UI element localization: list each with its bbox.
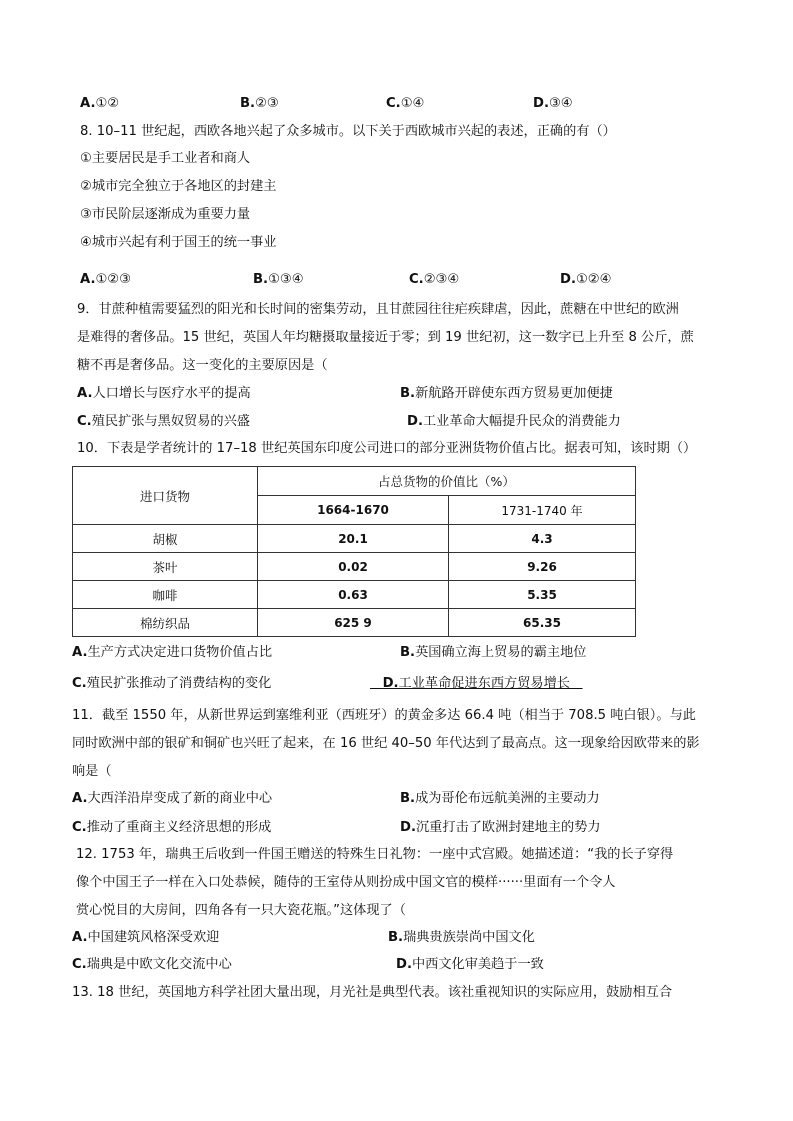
option-text: ①④ bbox=[400, 96, 425, 111]
option-letter: A. bbox=[80, 272, 96, 287]
table-header-goods: 进口货物 bbox=[73, 467, 258, 525]
q12-line-3: 赏心悦目的大房间，四角各有一只大瓷花瓶。”这体现了（ bbox=[76, 903, 406, 918]
option-letter: C. bbox=[72, 957, 87, 972]
q8-stem: 8. 10–11 世纪起，西欧各地兴起了众多城市。以下关于西欧城市兴起的表述，正确的有（） bbox=[80, 124, 616, 139]
option-letter: B. bbox=[400, 645, 416, 660]
option-text: 新航路开辟使东西方贸易更加便捷 bbox=[415, 386, 613, 401]
option-letter: B. bbox=[400, 791, 416, 806]
q8-option-a bbox=[80, 271, 131, 289]
q11-option-d bbox=[400, 819, 601, 837]
q12-line-2: 像个中国王子一样在入口处恭候，随侍的王室侍从则扮成中国文官的模样······里面有一个令人 bbox=[76, 875, 616, 890]
q8-option-d bbox=[560, 271, 611, 289]
table-row bbox=[73, 609, 636, 637]
table-cell-value-2: 65.35 bbox=[449, 609, 636, 637]
option-letter: C. bbox=[409, 272, 424, 287]
table-cell-value-2: 5.35 bbox=[449, 581, 636, 609]
q8-option-c bbox=[409, 271, 459, 289]
q9-line-3: 糖不再是奢侈品。这一变化的主要原因是（ bbox=[77, 358, 328, 373]
q9-line-1: 9．甘蔗种植需要猛烈的阳光和长时间的密集劳动，且甘蔗园往往疟疾肆虐，因此，蔗糖在中世纪的欧洲 bbox=[77, 302, 679, 317]
table-cell-goods: 胡椒 bbox=[73, 525, 258, 553]
option-letter: A. bbox=[72, 930, 88, 945]
option-text: 中国建筑风格深受欢迎 bbox=[87, 930, 220, 945]
option-text: ①③④ bbox=[268, 272, 304, 287]
q9-option-a bbox=[77, 385, 251, 403]
option-text: ②③④ bbox=[423, 272, 460, 287]
q10-stem: 10．下表是学者统计的 17–18 世纪英国东印度公司进口的部分亚洲货物价值占比。据表可知，该时期（） bbox=[77, 441, 697, 456]
q12-option-b bbox=[388, 929, 535, 947]
q9-line-2: 是难得的奢侈品。15 世纪，英国人年均糖摄取量接近于零；到 19 世纪初，这一数字已上升至 8 公斤，蔗 bbox=[77, 330, 694, 345]
q8-option-b bbox=[253, 271, 304, 289]
option-text: 中西文化审美趋于一致 bbox=[411, 957, 544, 972]
q10-option-a bbox=[72, 644, 272, 662]
q9-option-d bbox=[407, 413, 621, 431]
option-text: ①② bbox=[95, 96, 120, 111]
option-text: ③④ bbox=[548, 96, 573, 111]
option-letter: D. bbox=[407, 414, 423, 429]
table-cell-value-1: 0.02 bbox=[258, 553, 449, 581]
q7-option-d bbox=[533, 95, 573, 113]
table-header-share: 占总货物的价值比（%） bbox=[258, 467, 636, 496]
table-row bbox=[73, 553, 636, 581]
table-cell-goods: 咖啡 bbox=[73, 581, 258, 609]
q11-option-c bbox=[72, 819, 271, 837]
option-text: 英国确立海上贸易的霸主地位 bbox=[415, 645, 587, 660]
option-letter: D. bbox=[533, 96, 549, 111]
option-text: 成为哥伦布远航美洲的主要动力 bbox=[415, 791, 600, 806]
option-letter: D. bbox=[560, 272, 576, 287]
q10-option-b bbox=[400, 644, 587, 662]
option-text: ①②④ bbox=[575, 272, 612, 287]
option-text: ①②③ bbox=[95, 272, 131, 287]
option-letter: B. bbox=[400, 386, 416, 401]
option-text: 沉重打击了欧洲封建地主的势力 bbox=[415, 820, 601, 835]
table-cell-goods: 茶叶 bbox=[73, 553, 258, 581]
q12-option-d bbox=[396, 956, 544, 974]
option-text: 殖民扩张与黑奴贸易的兴盛 bbox=[91, 414, 250, 429]
option-text: 殖民扩张推动了消费结构的变化 bbox=[86, 676, 272, 691]
table-row bbox=[73, 525, 636, 553]
option-text: 生产方式决定进口货物价值占比 bbox=[87, 645, 273, 660]
option-text: 大西洋沿岸变成了新的商业中心 bbox=[87, 791, 273, 806]
option-text: ②③ bbox=[255, 96, 279, 111]
q10-option-d bbox=[370, 675, 583, 693]
option-letter: A. bbox=[72, 791, 88, 806]
option-text: 人口增长与医疗水平的提高 bbox=[92, 386, 251, 401]
q11-line-1: 11．截至 1550 年，从新世界运到塞维利亚（西班牙）的黄金多达 66.4 吨（相当于 708.5 吨白银）。与此 bbox=[72, 708, 696, 723]
q9-option-c bbox=[77, 413, 250, 431]
option-letter: C. bbox=[386, 96, 401, 111]
q8-item-2: ②城市完全独立于各地区的封建主 bbox=[80, 179, 277, 194]
q9-option-b bbox=[400, 385, 613, 403]
option-text: 瑞典是中欧文化交流中心 bbox=[86, 957, 232, 972]
q12-option-c bbox=[72, 956, 232, 974]
table-row bbox=[73, 581, 636, 609]
option-letter: C. bbox=[72, 820, 87, 835]
option-text: 工业革命促进东西方贸易增长 bbox=[398, 676, 570, 691]
option-letter: B. bbox=[253, 272, 269, 287]
table-cell-value-2: 4.3 bbox=[449, 525, 636, 553]
q11-option-b bbox=[400, 790, 600, 808]
option-letter: B. bbox=[388, 930, 404, 945]
q11-option-a bbox=[72, 790, 272, 808]
q12-line-1: 12. 1753 年，瑞典王后收到一件国王赠送的特殊生日礼物：一座中式宫殿。她描述道：“我的长子穿得 bbox=[76, 847, 674, 862]
option-letter: A. bbox=[72, 645, 88, 660]
option-letter: D. bbox=[396, 957, 412, 972]
option-letter: A. bbox=[80, 96, 96, 111]
q13-line-1: 13. 18 世纪，英国地方科学社团大量出现，月光社是典型代表。该社重视知识的实际应用，鼓励相互合 bbox=[72, 985, 673, 1000]
q8-item-4: ④城市兴起有利于国王的统一事业 bbox=[80, 235, 277, 250]
q8-item-1: ①主要居民是手工业者和商人 bbox=[80, 151, 251, 166]
q8-item-3: ③市民阶层逐渐成为重要力量 bbox=[80, 207, 251, 222]
q12-option-a bbox=[72, 929, 219, 947]
q10-data-table bbox=[72, 466, 636, 637]
option-text: 推动了重商主义经济思想的形成 bbox=[86, 820, 272, 835]
q11-line-2: 同时欧洲中部的银矿和铜矿也兴旺了起来，在 16 世纪 40–50 年代达到了最高点。这一现象给因欧带来的影 bbox=[72, 736, 700, 751]
table-header-period-2: 1731-1740 年 bbox=[449, 496, 636, 525]
q7-option-b bbox=[240, 95, 279, 113]
option-letter: D. bbox=[400, 820, 416, 835]
table-cell-value-1: 20.1 bbox=[258, 525, 449, 553]
q10-option-c bbox=[72, 675, 271, 693]
table-cell-value-1: 0.63 bbox=[258, 581, 449, 609]
table-cell-goods: 棉纺织品 bbox=[73, 609, 258, 637]
option-letter: C. bbox=[77, 414, 92, 429]
option-letter: D. bbox=[382, 676, 399, 691]
q11-line-3: 响是（ bbox=[72, 764, 112, 779]
option-text: 工业革命大幅提升民众的消费能力 bbox=[422, 414, 621, 429]
table-cell-value-1: 625 9 bbox=[258, 609, 449, 637]
table-header-period-1: 1664-1670 bbox=[258, 496, 449, 525]
option-letter: B. bbox=[240, 96, 256, 111]
q7-option-c bbox=[386, 95, 424, 113]
option-text: 瑞典贵族崇尚中国文化 bbox=[403, 930, 535, 945]
q7-option-a bbox=[80, 95, 119, 113]
option-letter: A. bbox=[77, 386, 93, 401]
table-cell-value-2: 9.26 bbox=[449, 553, 636, 581]
option-letter: C. bbox=[72, 676, 87, 691]
